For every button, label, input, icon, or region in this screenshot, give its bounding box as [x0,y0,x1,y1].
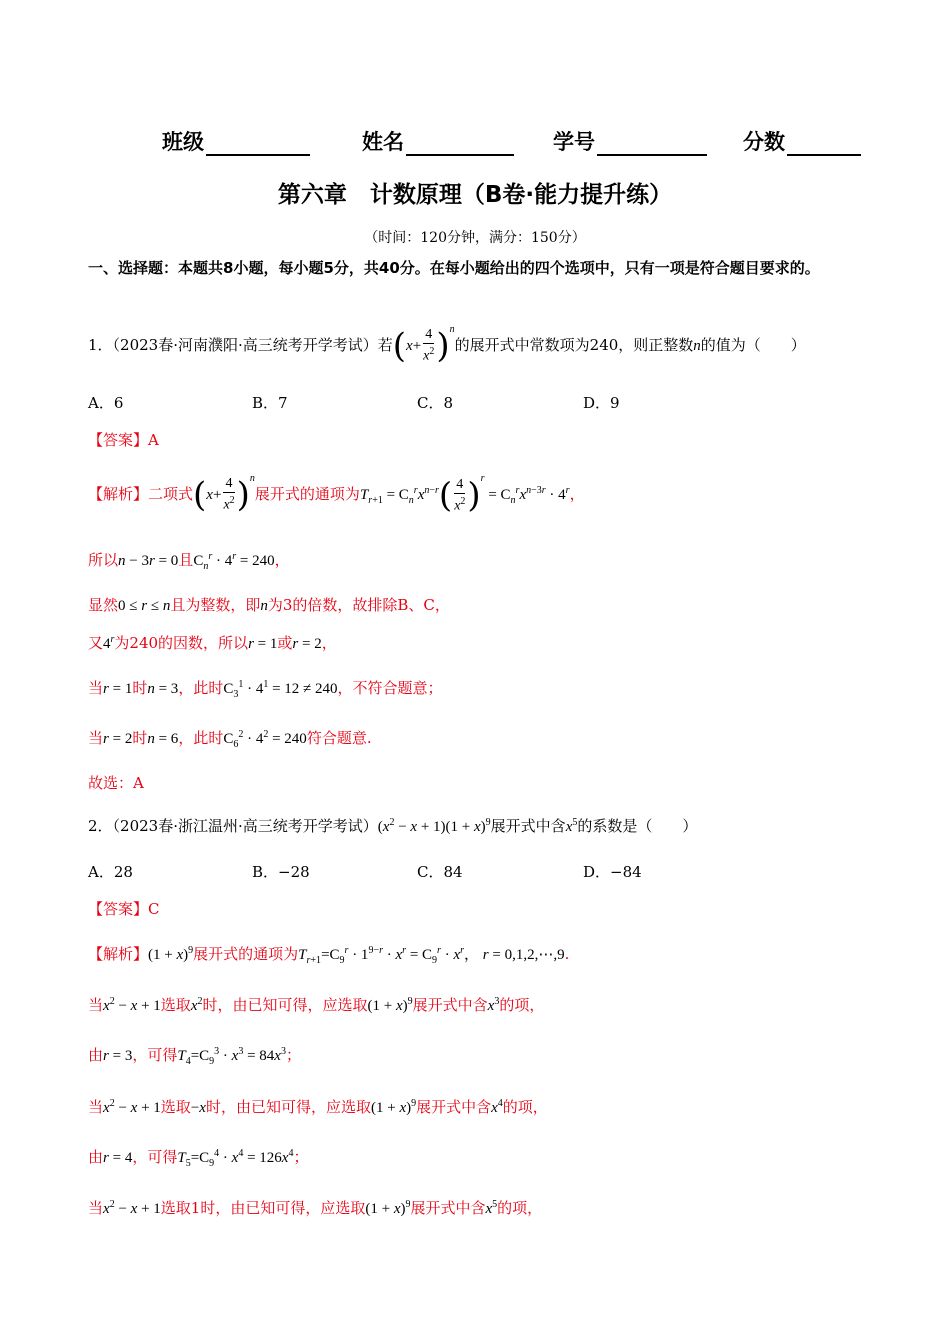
id-field [553,126,707,156]
q2-option-b: B．−28 [252,863,310,881]
section-heading: 一、选择题：本题共8小题，每小题5分，共40分。在每小题给出的四个选项中，只有一项是符合题目要求的。 [88,259,820,277]
q1-option-b: B．7 [252,394,288,412]
page-title: 第六章 计数原理（B卷·能力提升练） [277,182,673,208]
class-field [162,126,310,156]
id-label: 学号 [553,130,595,154]
class-label: 班级 [162,130,204,154]
class-blank [206,130,310,156]
q1-analysis-line-5: 当r = 1时n = 3，此时$C_3^1 \cdot 4^1 = 12 \ne 240$，不符合题意； [88,679,443,700]
q1-analysis-line-1: 【解析】二项式(x+ $\frac{4}{x^2}$ )$^n$展开式的通项为$T_{r+1} = C_n^rx^{n-r}$( $\frac{4}{x^2}$ )$^r = C_n^rx^{n-3r} \cdot 4^r$， [88,473,585,516]
name-blank [406,130,514,156]
q1-analysis-line-3: 显然0 ≤ r ≤ n且为整数，即n为3的倍数，故排除B、C， [88,596,450,614]
question-2: 2．（2023春·浙江温州·高三统考开学考试）$(x^2 - x + 1)(1 + x)^9$展开式中含$x^5$的系数是（ ） [88,817,698,835]
score-field [743,126,861,156]
q1-answer: 【答案】A [88,431,159,449]
q2-analysis-line-5: 由r = 4，可得$T_5=C_9^4 \cdot x^4 = 126x^4$； [88,1148,309,1169]
q2-option-c: C．84 [417,863,463,881]
q1-conclusion: 故选：A [88,774,144,792]
question-1: 1．（2023春·河南濮阳·高三统考开学考试）若(x+ $\frac{4}{x^2}$ )$^n$的展开式中常数项为240，则正整数n的值为（ ） [88,324,806,366]
q2-answer: 【答案】C [88,900,160,918]
q2-analysis-line-2: 当$x^2 - x + 1$选取$x^2$时，由已知可得，应选取$(1 + x)^9$展开式中含$x^3$的项， [88,996,545,1014]
q1-analysis-line-4: 又4$^r$为240的因数，所以r = 1或r = 2， [88,634,337,652]
q1-analysis-line-6: 当r = 2时n = 6，此时$C_6^2 \cdot 4^2 = 240$符合题意. [88,729,372,750]
score-label: 分数 [743,130,785,154]
page-subtitle: （时间：120分钟，满分：150分） [364,230,586,246]
name-label: 姓名 [362,130,404,154]
q1-option-d: D．9 [583,394,620,412]
id-blank [597,130,707,156]
name-field [362,126,514,156]
q2-analysis-line-3: 由r = 3，可得$T_4=C_9^3 \cdot x^3 = 84x^3$； [88,1046,301,1067]
q2-analysis-line-6: 当$x^2 - x + 1$选取1时，由已知可得，应选取$(1 + x)^9$展开式中含$x^5$的项， [88,1199,543,1217]
q1-analysis-line-2: 所以n − 3r = 0且$C_n^r \cdot 4^r = 240$， [88,551,290,572]
q1-option-a: A．6 [88,394,124,412]
q1-option-c: C．8 [417,394,454,412]
q2-analysis-line-4: 当$x^2 - x + 1$选取−x时，由已知可得，应选取$(1 + x)^9$展开式中含$x^4$的项， [88,1098,548,1116]
q2-option-d: D．−84 [583,863,642,881]
q2-option-a: A．28 [88,863,133,881]
q2-analysis-line-1: 【解析】$(1 + x)^9$展开式的通项为$T_{r+1}=C_9^r \cdot 1^{9-r} \cdot x^r = C_9^r \cdot x^r$， r = 0,1,2,⋯,9. [88,945,570,966]
score-blank [787,130,861,156]
